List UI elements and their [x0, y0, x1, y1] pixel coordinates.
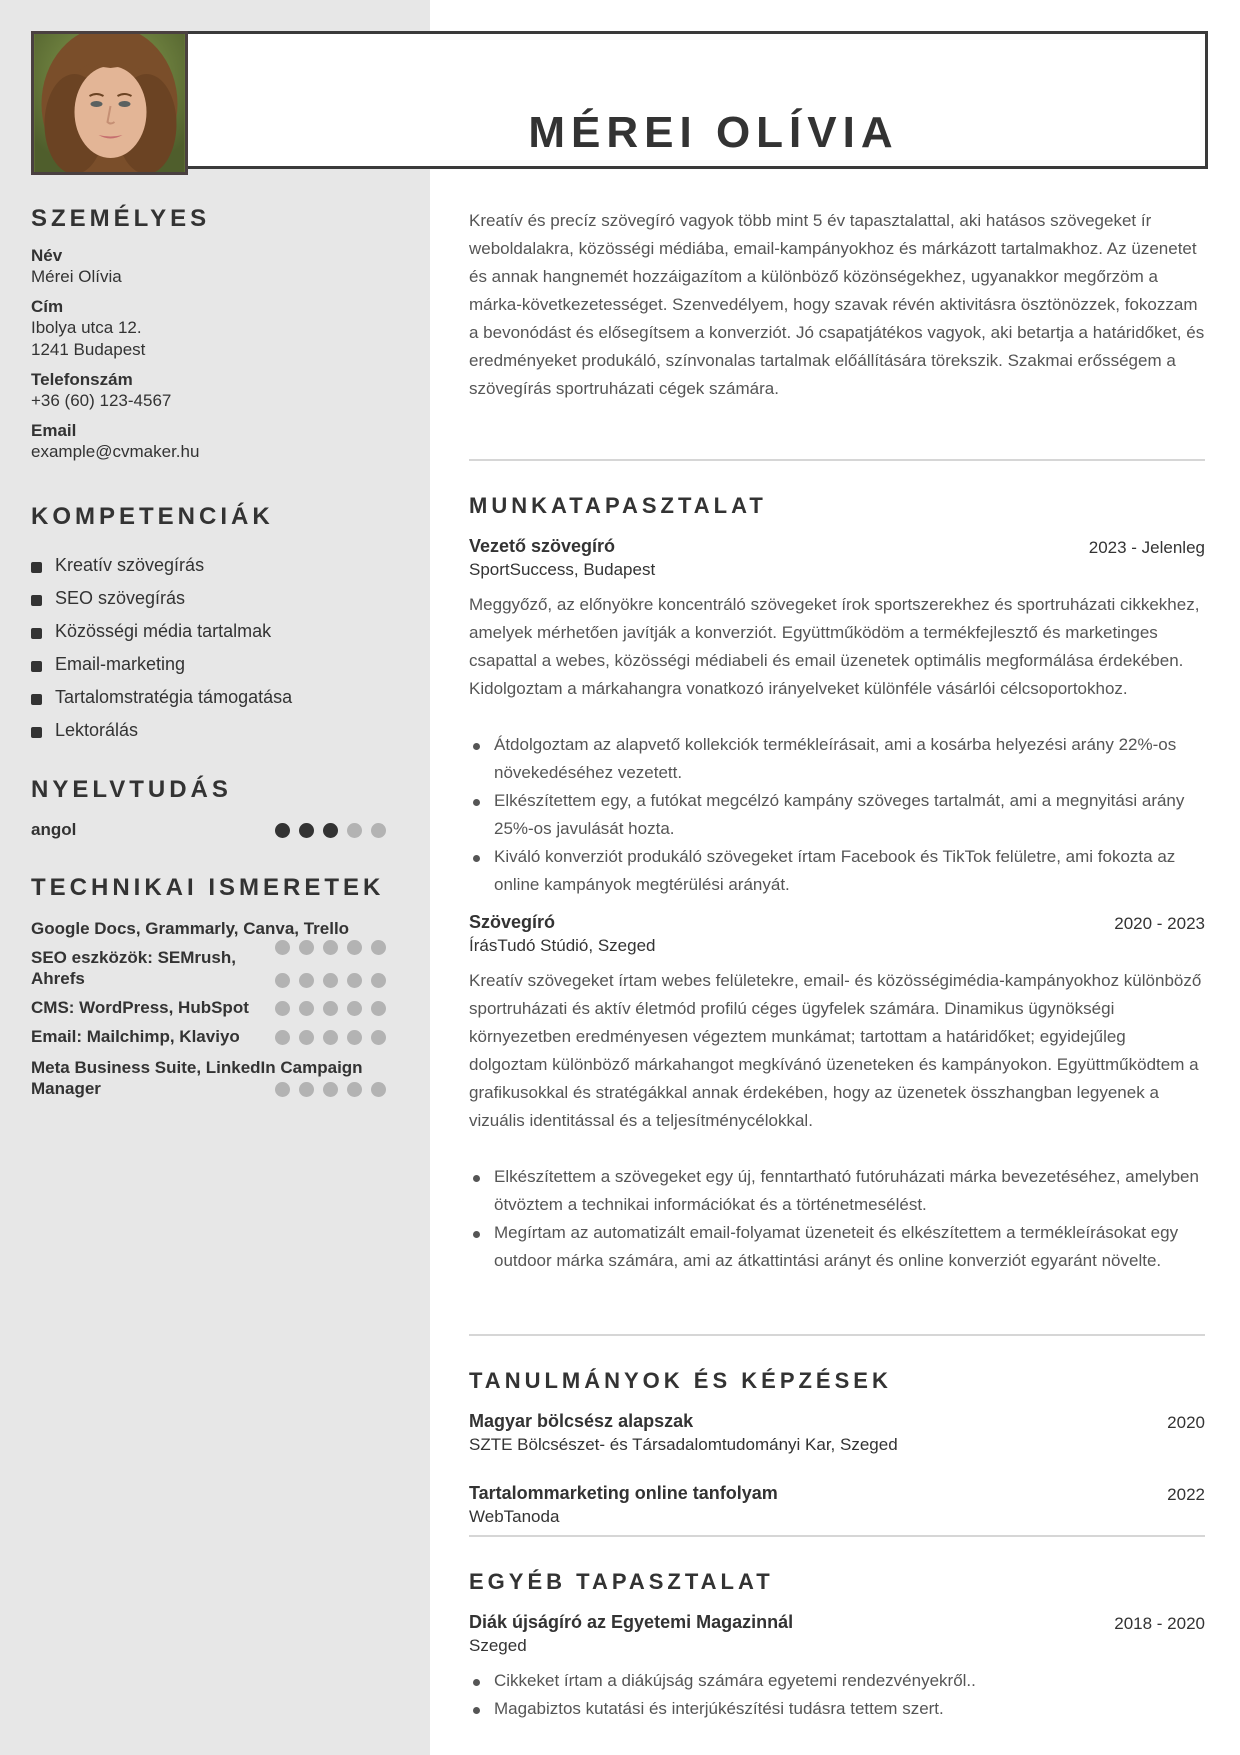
- personal-field-phone: [31, 369, 401, 412]
- education-title: Magyar bölcsész alapszak: [469, 1411, 694, 1431]
- technical-item: [31, 1057, 401, 1099]
- competency-label: SEO szövegírás: [55, 588, 186, 608]
- education-institution: SZTE Bölcsészet- és Társadalomtudományi Kar, Szeged: [469, 1435, 898, 1454]
- rating-dot-empty: [299, 1082, 314, 1097]
- competency-label: Email-marketing: [55, 654, 186, 674]
- section-divider: [469, 1334, 1205, 1336]
- field-value: example@cvmaker.hu: [31, 442, 200, 461]
- competency-item: [31, 549, 401, 582]
- other-place: Szeged: [469, 1636, 527, 1655]
- square-bullet-icon: [31, 727, 42, 738]
- competency-item: [31, 582, 401, 615]
- competency-label: Tartalomstratégia támogatása: [55, 687, 293, 707]
- rating-dot-empty: [347, 1001, 362, 1016]
- field-label: Email: [31, 421, 77, 440]
- other-achievements: [469, 1667, 1205, 1723]
- section-divider: [469, 459, 1205, 461]
- competency-item: [31, 681, 401, 714]
- field-value: 1241 Budapest: [31, 340, 146, 359]
- technical-item: [31, 947, 401, 989]
- summary-section: [469, 207, 1205, 403]
- competency-list: [31, 549, 401, 747]
- personal-section: [31, 205, 401, 463]
- square-bullet-icon: [31, 628, 42, 639]
- field-label: Cím: [31, 297, 64, 316]
- job-title: Szövegíró: [469, 912, 556, 932]
- education-section: [469, 1368, 1205, 1528]
- job-title: Vezető szövegíró: [469, 536, 616, 556]
- technical-heading: TECHNIKAI ISMERETEK: [31, 874, 385, 901]
- rating-dot-empty: [275, 1082, 290, 1097]
- field-value: Mérei Olívia: [31, 267, 122, 286]
- achievement-item: Megírtam az automatizált email-folyamat üzeneteit és elkészítettem a termékleírásokat egy outdoor márka számára, ami az átkattintási arányt és online konverziót egyaránt növelte.: [469, 1219, 1205, 1275]
- other-experience-heading: EGYÉB TAPASZTALAT: [469, 1569, 774, 1594]
- rating-dot-empty: [275, 973, 290, 988]
- language-rating: [275, 823, 386, 838]
- competency-item: [31, 714, 401, 747]
- technical-rating: [275, 1030, 386, 1045]
- competency-label: Közösségi média tartalmak: [55, 621, 272, 641]
- achievement-item: Elkészítettem a szövegeket egy új, fenntartható futóruházati márka bevezetéséhez, amelyben ötvöztem a technikai információkat és a történetmesélést.: [469, 1163, 1205, 1219]
- job-description: Meggyőző, az előnyökre koncentráló szövegeket írok sportszerekhez és sportruházati cikkekhez, amelyek mérhetően javítják a konverziót. Együttműködöm a termékfejlesztő és marketinges csapattal a webes, közösségi médiabeli és email üzenetek optimális megformálása érdekében. Kidolgoztam a márkahangra vonatkozó irányelveket különféle vásárlói célcsoportokhoz.: [469, 595, 1200, 698]
- job-entry: [469, 535, 1205, 899]
- field-value: +36 (60) 123-4567: [31, 391, 172, 410]
- technical-list: [31, 918, 401, 1099]
- education-institution: WebTanoda: [469, 1507, 560, 1526]
- rating-dot-empty: [323, 1030, 338, 1045]
- profile-photo-icon: [34, 34, 185, 172]
- header-name-box: [31, 31, 1208, 169]
- personal-field-email: [31, 420, 401, 463]
- technical-rating: [275, 1001, 386, 1016]
- other-entry: [469, 1611, 1205, 1723]
- technical-rating: [275, 973, 386, 988]
- technical-label: Google Docs, Grammarly, Canva, Trello: [31, 919, 350, 938]
- square-bullet-icon: [31, 562, 42, 573]
- language-name: angol: [31, 820, 77, 839]
- candidate-name: MÉREI OLÍVIA: [528, 108, 899, 157]
- rating-dot-empty: [347, 1030, 362, 1045]
- technical-label: Meta Business Suite, LinkedIn Campaign Manager: [31, 1058, 363, 1098]
- education-title: Tartalommarketing online tanfolyam: [469, 1483, 778, 1503]
- technical-rating: [275, 1082, 386, 1097]
- education-date: 2022: [1167, 1485, 1205, 1504]
- rating-dot-empty: [323, 973, 338, 988]
- achievement-item: Elkészítettem egy, a futókat megcélzó kampány szöveges tartalmát, ami a megnyitási arány 25%-os javulását hozta.: [469, 787, 1205, 843]
- rating-dot-empty: [371, 1030, 386, 1045]
- personal-field-address: [31, 296, 401, 361]
- rating-dot-empty: [323, 1082, 338, 1097]
- field-value: Ibolya utca 12.: [31, 318, 142, 337]
- technical-item: [31, 1026, 401, 1047]
- competency-item: [31, 648, 401, 681]
- rating-dot-empty: [371, 1082, 386, 1097]
- personal-field-name: [31, 245, 401, 288]
- rating-dot-empty: [371, 1001, 386, 1016]
- personal-heading: SZEMÉLYES: [31, 205, 211, 232]
- rating-dot-empty: [299, 973, 314, 988]
- rating-dot-filled: [299, 823, 314, 838]
- achievement-item: Kiváló konverziót produkáló szövegeket írtam Facebook és TikTok felületre, ami fokozta az online kampányok megtérülési arányát.: [469, 843, 1205, 899]
- other-title: Diák újságíró az Egyetemi Magazinnál: [469, 1612, 794, 1632]
- technical-item: [31, 918, 401, 939]
- language-row: [31, 820, 401, 840]
- technical-label: SEO eszközök: SEMrush, Ahrefs: [31, 948, 236, 988]
- job-header: [469, 535, 1205, 559]
- experience-heading: MUNKATAPASZTALAT: [469, 493, 767, 518]
- competency-label: Lektorálás: [55, 720, 139, 740]
- job-description: Kreatív szövegeket írtam webes felületekre, email- és közösségimédia-kampányokhoz különböző sportruházati és aktív életmód profilú céges ügyfelek számára. Dinamikus ügynökségi környezetben eredményesen végeztem munkámat; tartottam a határidőket; egyidejűleg dolgoztam különböző márkahangot megkívánó üzeneteken és kampányokon. Együttműködtem a grafikusokkal és stratégákkal annak érdekében, hogy az üzenetek összhangban legyenek a vizuális identitással és a teljesítménycélokkal.: [469, 971, 1202, 1130]
- education-heading: TANULMÁNYOK ÉS KÉPZÉSEK: [469, 1368, 892, 1393]
- rating-dot-empty: [347, 1082, 362, 1097]
- job-date: 2023 - Jelenleg: [1088, 538, 1205, 557]
- technical-label: Email: Mailchimp, Klaviyo: [31, 1027, 240, 1046]
- technical-label: CMS: WordPress, HubSpot: [31, 998, 249, 1017]
- job-date: 2020 - 2023: [1114, 914, 1205, 933]
- experience-section: [469, 493, 1205, 1275]
- education-entry: [469, 1482, 1205, 1528]
- competencies-section: [31, 503, 401, 747]
- competencies-heading: KOMPETENCIÁK: [31, 503, 274, 530]
- profile-photo: [31, 31, 188, 175]
- other-experience-section: [469, 1569, 1205, 1723]
- education-header: [469, 1482, 1205, 1506]
- job-achievements: [469, 1163, 1205, 1275]
- education-header: [469, 1410, 1205, 1434]
- rating-dot-empty: [323, 1001, 338, 1016]
- technical-section: [31, 874, 401, 1099]
- education-date: 2020: [1167, 1413, 1205, 1432]
- rating-dot-empty: [347, 823, 362, 838]
- achievement-item: Cikkeket írtam a diákújság számára egyetemi rendezvényekről..: [469, 1667, 1205, 1695]
- technical-item: [31, 997, 401, 1018]
- achievement-item: Átdolgoztam az alapvető kollekciók termékleírásait, ami a kosárba helyezési arány 22%-os növekedéséhez vezetett.: [469, 731, 1205, 787]
- other-date: 2018 - 2020: [1114, 1614, 1205, 1633]
- rating-dot-empty: [371, 823, 386, 838]
- job-company: SportSuccess, Budapest: [469, 560, 656, 579]
- competency-item: [31, 615, 401, 648]
- square-bullet-icon: [31, 595, 42, 606]
- rating-dot-empty: [299, 1030, 314, 1045]
- rating-dot-empty: [275, 1001, 290, 1016]
- job-header: [469, 911, 1205, 935]
- job-entry: [469, 911, 1205, 1275]
- square-bullet-icon: [31, 661, 42, 672]
- job-achievements: [469, 731, 1205, 899]
- education-entry: [469, 1410, 1205, 1456]
- competency-label: Kreatív szövegírás: [55, 555, 205, 575]
- square-bullet-icon: [31, 694, 42, 705]
- rating-dot-empty: [275, 1030, 290, 1045]
- section-divider: [469, 1535, 1205, 1537]
- rating-dot-empty: [299, 1001, 314, 1016]
- rating-dot-filled: [275, 823, 290, 838]
- profile-summary: Kreatív és precíz szövegíró vagyok több mint 5 év tapasztalattal, aki hatásos szövegeket ír weboldalakra, közösségi médiába, email-kampányokhoz és márkázott tartalmakhoz. Az üzenetet és annak hangnemét hozzáigazítom a különböző közönségekhez, ugyanakkor megőrzöm a márka-következetességet. Szenvedélyem, hogy szavak révén aktivitásra ösztönözzek, fokozzam a bevonódást és elősegítsem a konverziót. Jó csapatjátékos vagyok, aki betartja a határidőket, és eredményeket produkáló, színvonalas tartalmak előállítására törekszik. Szakmai erősségem a szövegírás sportruházati cégek számára.: [469, 211, 1205, 398]
- job-company: ÍrásTudó Stúdió, Szeged: [469, 936, 656, 955]
- field-label: Telefonszám: [31, 370, 133, 389]
- achievement-item: Magabiztos kutatási és interjúkészítési tudásra tettem szert.: [469, 1695, 1205, 1723]
- field-label: Név: [31, 246, 63, 265]
- other-header: [469, 1611, 1205, 1635]
- languages-heading: NYELVTUDÁS: [31, 776, 232, 803]
- rating-dot-filled: [323, 823, 338, 838]
- rating-dot-empty: [371, 973, 386, 988]
- rating-dot-empty: [347, 973, 362, 988]
- languages-section: [31, 776, 401, 840]
